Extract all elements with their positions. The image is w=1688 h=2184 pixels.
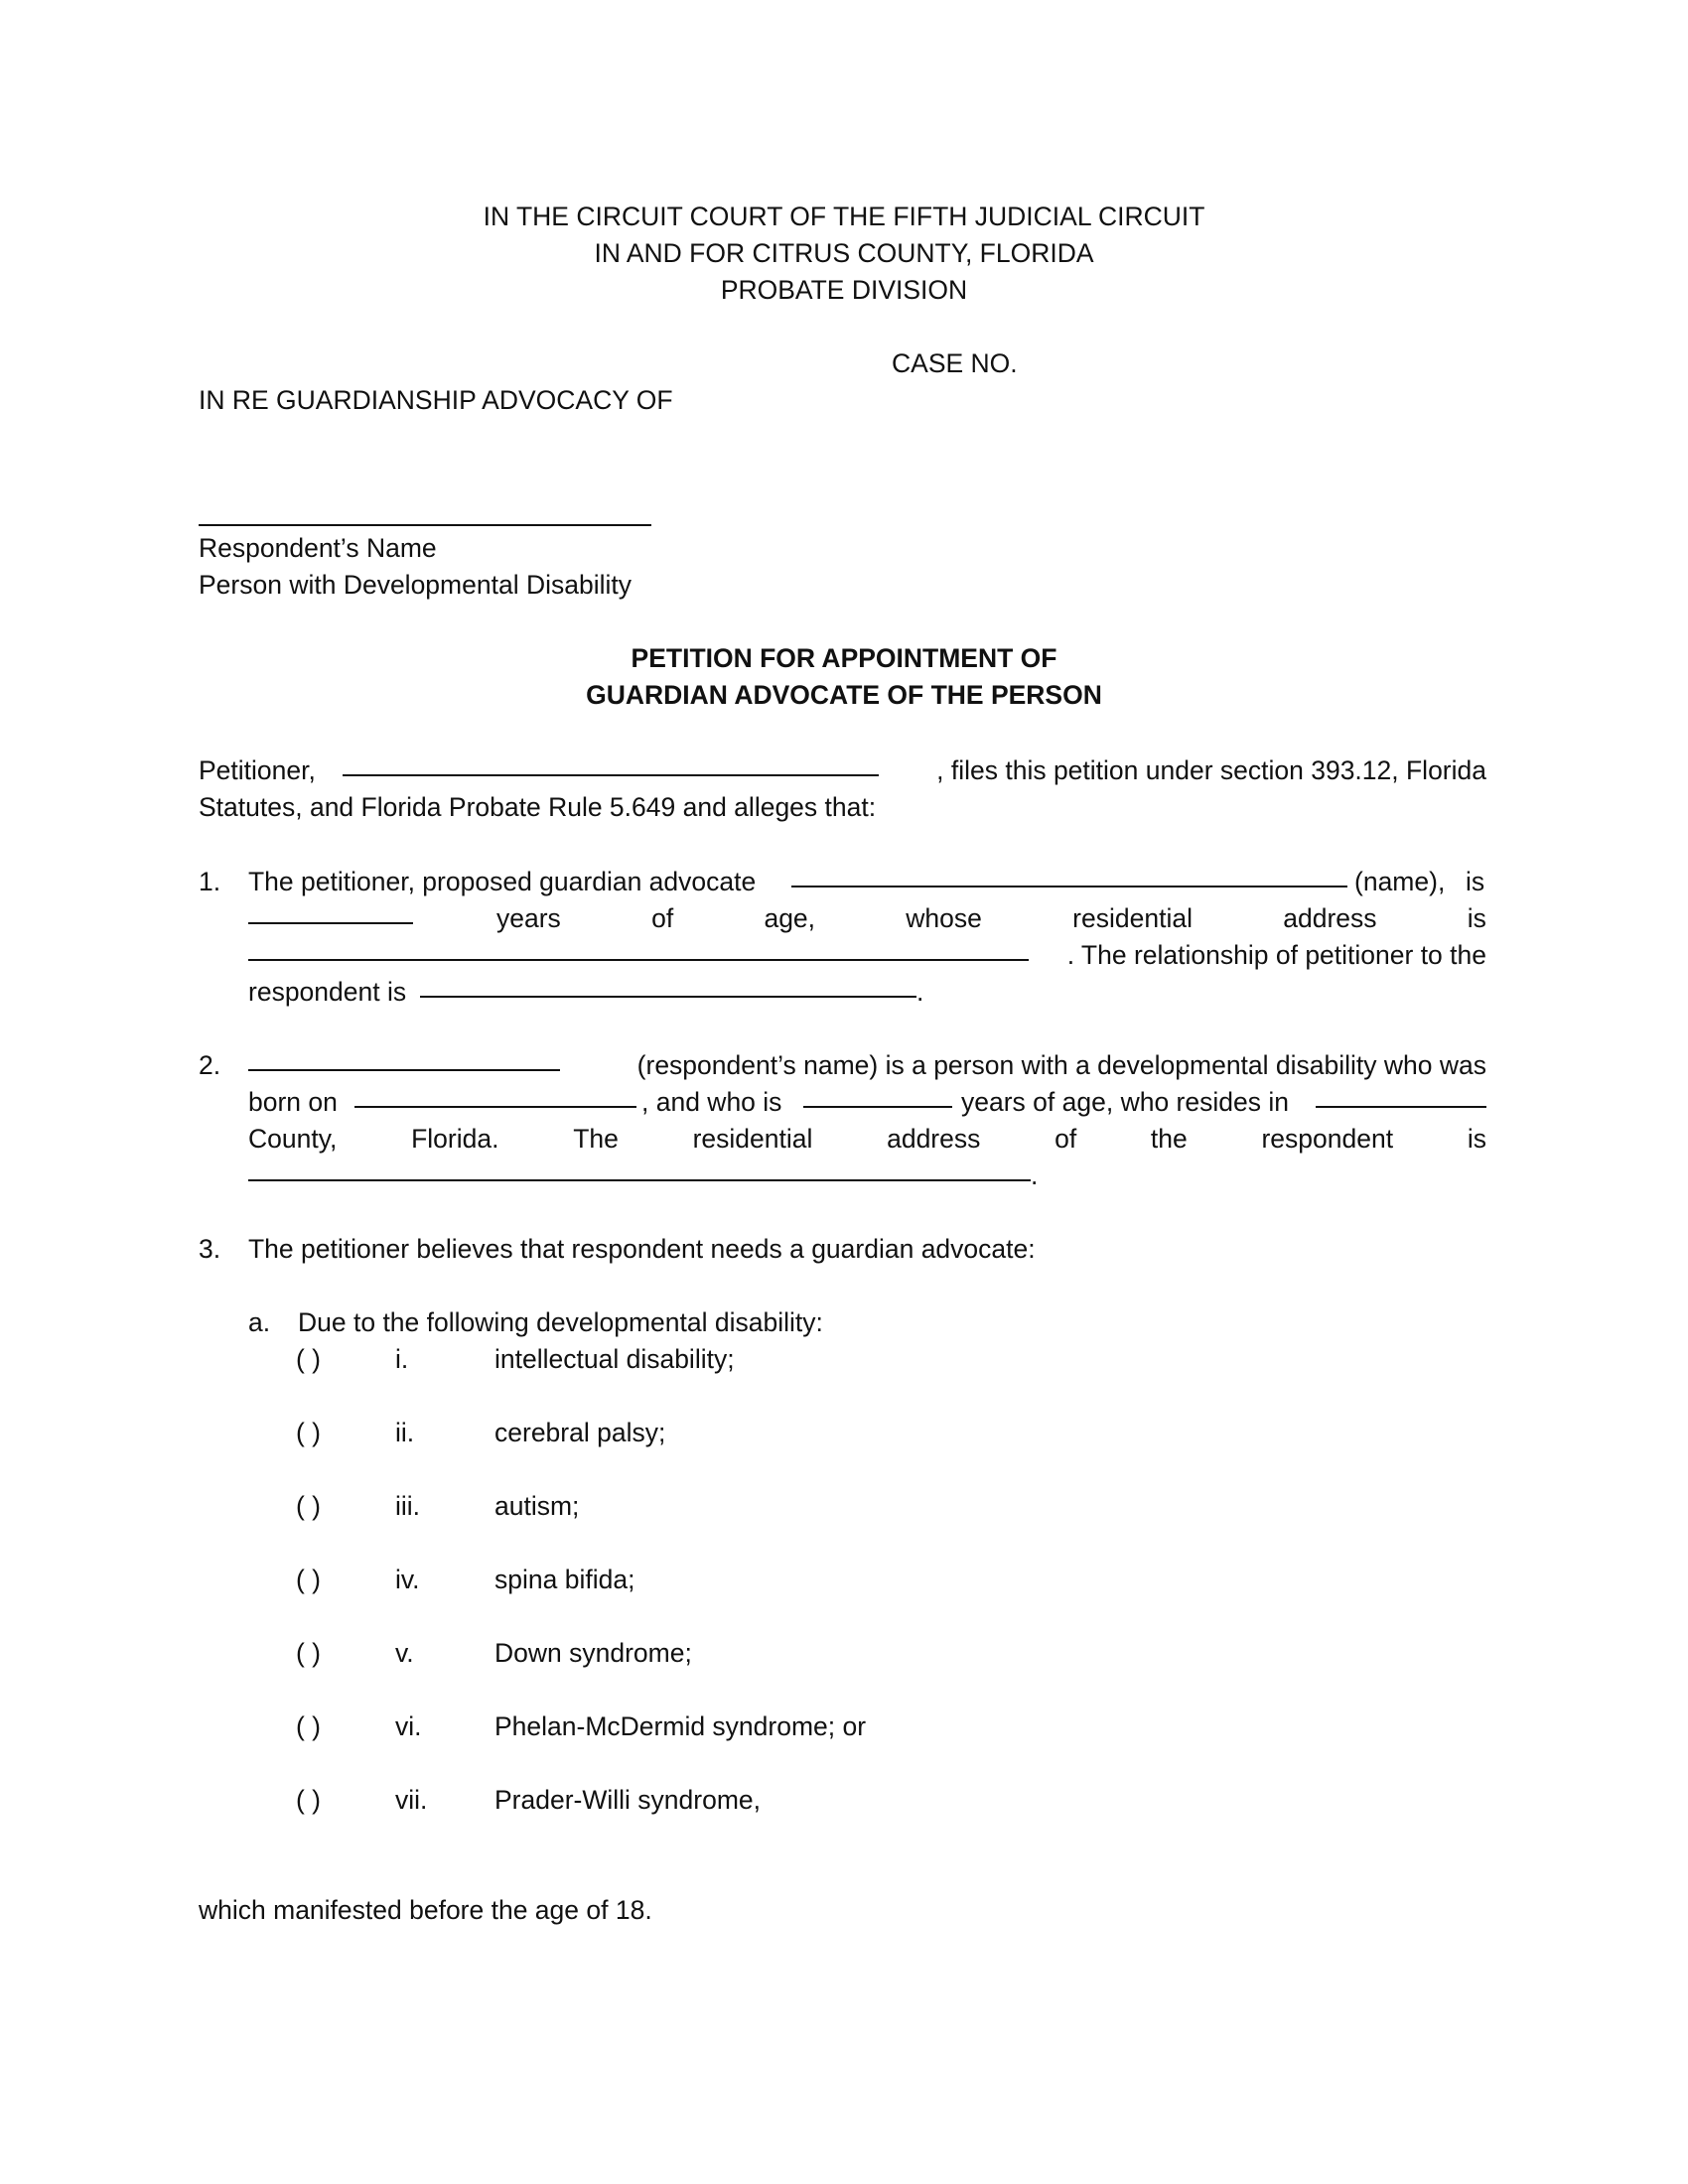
intro-after-blank: , files this petition under section 393.12, Florida xyxy=(936,755,1486,785)
item-number: iii. xyxy=(395,1491,421,1521)
court-header-line-1: IN THE CIRCUIT COURT OF THE FIFTH JUDICIAL CIRCUIT xyxy=(483,202,1205,231)
respondent-name-blank[interactable] xyxy=(199,524,651,526)
checkbox[interactable]: ( ) xyxy=(296,1565,322,1594)
checkbox[interactable]: ( ) xyxy=(296,1491,322,1521)
word: Florida. xyxy=(411,1124,499,1154)
petitioner-name-blank[interactable] xyxy=(343,774,879,776)
word: of xyxy=(1055,1124,1077,1154)
word: whose xyxy=(906,903,982,933)
para-2-years-resides: years of age, who resides in xyxy=(961,1087,1289,1117)
item-text: cerebral palsy; xyxy=(494,1418,666,1447)
para-1-line-4-prefix: respondent is xyxy=(248,977,407,1007)
guardian-age-blank[interactable] xyxy=(248,922,413,924)
item-number: ii. xyxy=(395,1418,415,1447)
item-text: spina bifida; xyxy=(494,1565,635,1594)
case-number-label: CASE NO. xyxy=(892,348,1018,378)
relationship-blank[interactable] xyxy=(420,996,916,998)
county-blank[interactable] xyxy=(1316,1106,1486,1108)
respondent-name-label: Respondent’s Name xyxy=(199,533,437,563)
court-header-line-2: IN AND FOR CITRUS COUNTY, FLORIDA xyxy=(594,238,1094,268)
para-1-name-label: (name), xyxy=(1354,867,1446,896)
item-text: intellectual disability; xyxy=(494,1344,735,1374)
para-2-period: . xyxy=(1031,1160,1039,1190)
sub-a-text: Due to the following developmental disability: xyxy=(298,1307,823,1337)
court-header-line-3: PROBATE DIVISION xyxy=(720,275,968,305)
guardian-address-blank[interactable] xyxy=(248,959,1029,961)
birth-date-blank[interactable] xyxy=(354,1106,636,1108)
para-3-text: The petitioner believes that respondent needs a guardian advocate: xyxy=(248,1234,1036,1264)
intro-line-2: Statutes, and Florida Probate Rule 5.649 and alleges that: xyxy=(199,792,877,822)
item-number: iv. xyxy=(395,1565,420,1594)
word: years xyxy=(496,903,561,933)
item-text: autism; xyxy=(494,1491,580,1521)
petition-title-line-1: PETITION FOR APPOINTMENT OF xyxy=(631,643,1057,673)
item-number: v. xyxy=(395,1638,414,1668)
para-1-line-2 xyxy=(496,900,1486,937)
para-1-number: 1. xyxy=(199,867,221,896)
word: residential xyxy=(692,1124,813,1154)
item-number: vii. xyxy=(395,1785,428,1815)
word: address xyxy=(887,1124,981,1154)
para-2-line-1-suffix: (respondent’s name) is a person with a developmental disability who was xyxy=(636,1050,1486,1080)
word: respondent xyxy=(1261,1124,1394,1154)
para-2-line-3 xyxy=(248,1121,1486,1158)
closing-text: which manifested before the age of 18. xyxy=(199,1895,652,1925)
item-number: i. xyxy=(395,1344,409,1374)
item-number: vi. xyxy=(395,1711,422,1741)
respondent-age-blank[interactable] xyxy=(803,1106,952,1108)
item-text: Phelan-McDermid syndrome; or xyxy=(494,1711,867,1741)
para-2-number: 2. xyxy=(199,1050,221,1080)
para-2-and-who-is: , and who is xyxy=(641,1087,782,1117)
petition-title-line-2: GUARDIAN ADVOCATE OF THE PERSON xyxy=(586,680,1102,710)
checkbox[interactable]: ( ) xyxy=(296,1711,322,1741)
para-3-number: 3. xyxy=(199,1234,221,1264)
intro-prefix: Petitioner, xyxy=(199,755,316,785)
word: address xyxy=(1283,903,1377,933)
word: of xyxy=(651,903,674,933)
respondent-description: Person with Developmental Disability xyxy=(199,570,632,600)
respondent-address-blank[interactable] xyxy=(248,1179,1031,1181)
para-1-period: . xyxy=(916,977,924,1007)
checkbox[interactable]: ( ) xyxy=(296,1418,322,1447)
word: is xyxy=(1467,903,1486,933)
item-text: Down syndrome; xyxy=(494,1638,692,1668)
checkbox[interactable]: ( ) xyxy=(296,1344,322,1374)
sub-a-label: a. xyxy=(248,1307,271,1337)
word: County, xyxy=(248,1124,338,1154)
respondent-name-blank-2[interactable] xyxy=(248,1069,560,1071)
word: The xyxy=(573,1124,619,1154)
checkbox[interactable]: ( ) xyxy=(296,1785,322,1815)
in-re-caption: IN RE GUARDIANSHIP ADVOCACY OF xyxy=(199,385,673,415)
item-text: Prader-Willi syndrome, xyxy=(494,1785,762,1815)
word: the xyxy=(1150,1124,1188,1154)
guardian-name-blank[interactable] xyxy=(791,886,1347,887)
checkbox[interactable]: ( ) xyxy=(296,1638,322,1668)
para-1-is: is xyxy=(1466,867,1485,896)
para-1-line-3-suffix: . The relationship of petitioner to the xyxy=(1066,940,1486,970)
word: residential xyxy=(1072,903,1193,933)
word: age, xyxy=(764,903,816,933)
para-1-line-1-prefix: The petitioner, proposed guardian advocate xyxy=(248,867,757,896)
word: is xyxy=(1467,1124,1486,1154)
para-2-born-on: born on xyxy=(248,1087,338,1117)
